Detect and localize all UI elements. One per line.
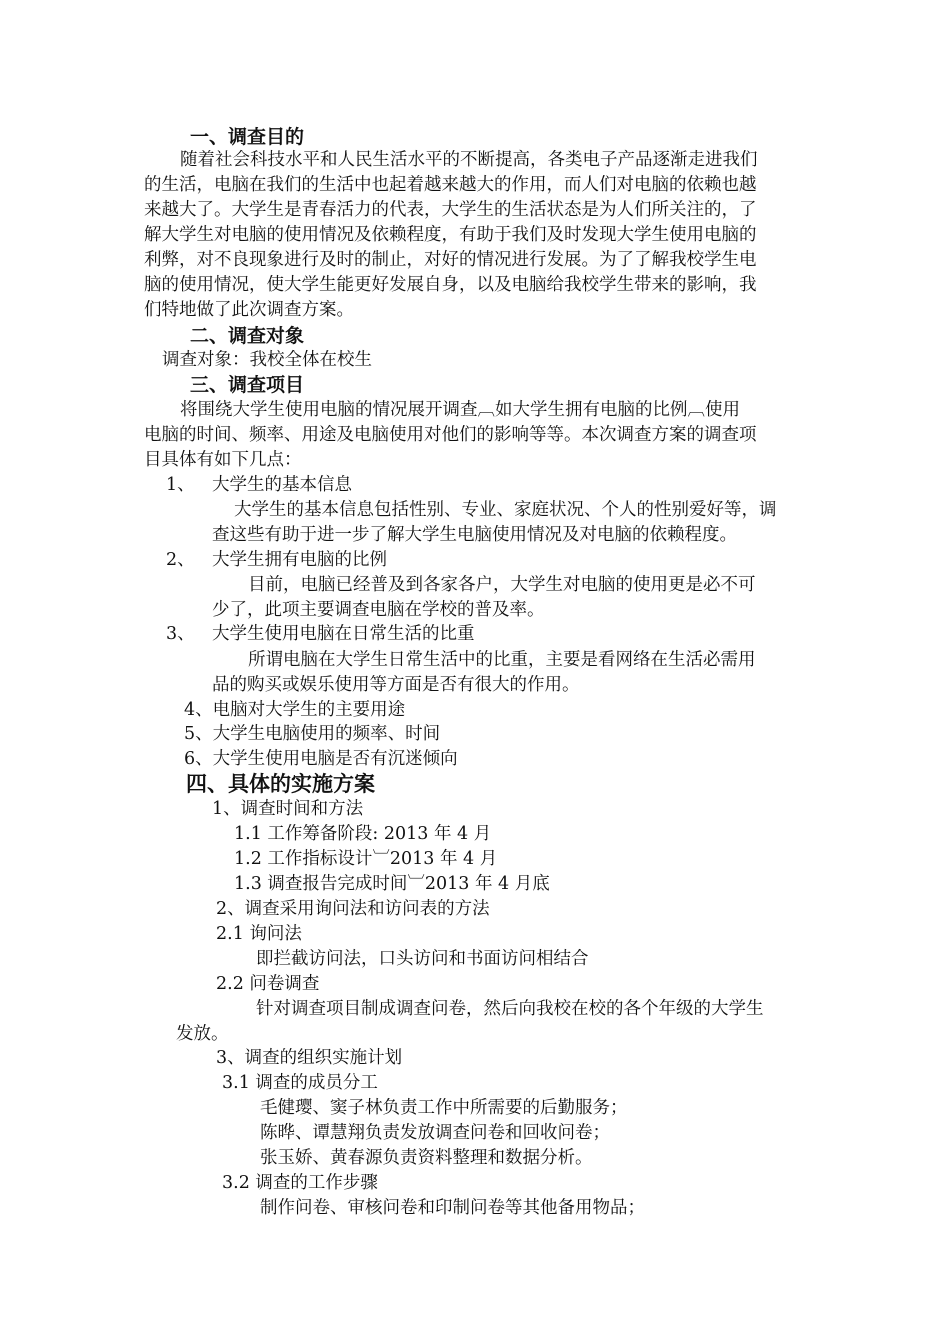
item-number: 2、 bbox=[166, 550, 195, 570]
item-title: 大学生的基本信息 bbox=[212, 475, 352, 495]
section3-intro-line: 电脑的时间、频率、用途及电脑使用对他们的影响等等。本次调查方案的调查项 bbox=[144, 425, 757, 445]
item-desc-line: 查这些有助于进一步了解大学生电脑使用情况及对电脑的依赖程度。 bbox=[212, 525, 737, 545]
item-desc-line: 品的购买或娱乐使用等方面是否有很大的作用。 bbox=[212, 675, 580, 695]
item-desc-line: 所谓电脑在大学生日常生活中的比重，主要是看网络在生活必需用 bbox=[248, 650, 756, 670]
plan-subitem: 1.3 调查报告完成时间︺2013 年 4 月底 bbox=[234, 874, 550, 894]
plan-text: 陈晔、谭慧翔负责发放调查问卷和回收问卷； bbox=[260, 1123, 610, 1143]
plan-text: 针对调查项目制成调查问卷，然后向我校在校的各个年级的大学生 bbox=[256, 999, 764, 1019]
short-item: 5、大学生电脑使用的频率、时间 bbox=[184, 724, 441, 744]
section2-heading: 二、调查对象 bbox=[190, 325, 305, 347]
plan-text: 即拦截访问法，口头访问和书面访问相结合 bbox=[256, 949, 589, 969]
section3-heading: 三、调查项目 bbox=[190, 374, 305, 396]
section3-intro-line: 目具体有如下几点： bbox=[144, 450, 302, 470]
section2-text: 调查对象：我校全体在校生 bbox=[162, 350, 372, 370]
section1-heading: 一、调查目的 bbox=[190, 126, 305, 148]
item-number: 3、 bbox=[166, 624, 195, 644]
section1-line: 的生活，电脑在我们的生活中也起着越来越大的作用，而人们对电脑的依赖也越 bbox=[144, 175, 757, 195]
item-desc-line: 少了，此项主要调查电脑在学校的普及率。 bbox=[212, 600, 545, 620]
plan-text: 毛健璎、窦子林负责工作中所需要的后勤服务； bbox=[260, 1098, 628, 1118]
item-number: 1、 bbox=[166, 475, 195, 495]
plan-subitem: 1.2 工作指标设计︺2013 年 4 月 bbox=[234, 849, 498, 869]
short-item: 4、电脑对大学生的主要用途 bbox=[184, 700, 406, 720]
section3-intro-line: 将围绕大学生使用电脑的情况展开调查︹如大学生拥有电脑的比例︹使用 bbox=[180, 400, 740, 420]
item-title: 大学生使用电脑在日常生活的比重 bbox=[212, 624, 475, 644]
plan-subtitle: 2.1 询问法 bbox=[216, 924, 302, 944]
plan-title: 2、调查采用询问法和访问表的方法 bbox=[216, 899, 490, 919]
section4-heading: 四、具体的实施方案 bbox=[186, 772, 375, 796]
short-item: 6、大学生使用电脑是否有沉迷倾向 bbox=[184, 749, 458, 769]
item-desc-line: 大学生的基本信息包括性别、专业、家庭状况、个人的性别爱好等，调 bbox=[234, 500, 777, 520]
plan-subitem: 1.1 工作筹备阶段: 2013 年 4 月 bbox=[234, 824, 492, 844]
section1-line: 解大学生对电脑的使用情况及依赖程度，有助于我们及时发现大学生使用电脑的 bbox=[144, 225, 757, 245]
plan-subtitle: 3.2 调查的工作步骤 bbox=[222, 1173, 378, 1193]
section1-line: 利弊，对不良现象进行及时的制止，对好的情况进行发展。为了了解我校学生电 bbox=[144, 250, 757, 270]
plan-title: 3、调查的组织实施计划 bbox=[216, 1048, 403, 1068]
section1-line: 随着社会科技水平和人民生活水平的不断提高，各类电子产品逐渐走进我们 bbox=[180, 150, 758, 170]
plan-title: 1、调查时间和方法 bbox=[212, 799, 364, 819]
plan-text: 发放。 bbox=[176, 1024, 229, 1044]
item-desc-line: 目前，电脑已经普及到各家各户，大学生对电脑的使用更是必不可 bbox=[248, 575, 756, 595]
section1-line: 们特地做了此次调查方案。 bbox=[144, 300, 354, 320]
plan-subtitle: 3.1 调查的成员分工 bbox=[222, 1073, 378, 1093]
plan-subtitle: 2.2 问卷调查 bbox=[216, 974, 320, 994]
item-title: 大学生拥有电脑的比例 bbox=[212, 550, 387, 570]
plan-text: 张玉娇、黄春源负责资料整理和数据分析。 bbox=[260, 1148, 593, 1168]
section1-line: 来越大了。大学生是青春活力的代表，大学生的生活状态是为人们所关注的，了 bbox=[144, 200, 757, 220]
section1-line: 脑的使用情况，使大学生能更好发展自身，以及电脑给我校学生带来的影响，我 bbox=[144, 275, 757, 295]
plan-text: 制作问卷、审核问卷和印制问卷等其他备用物品； bbox=[260, 1198, 645, 1218]
